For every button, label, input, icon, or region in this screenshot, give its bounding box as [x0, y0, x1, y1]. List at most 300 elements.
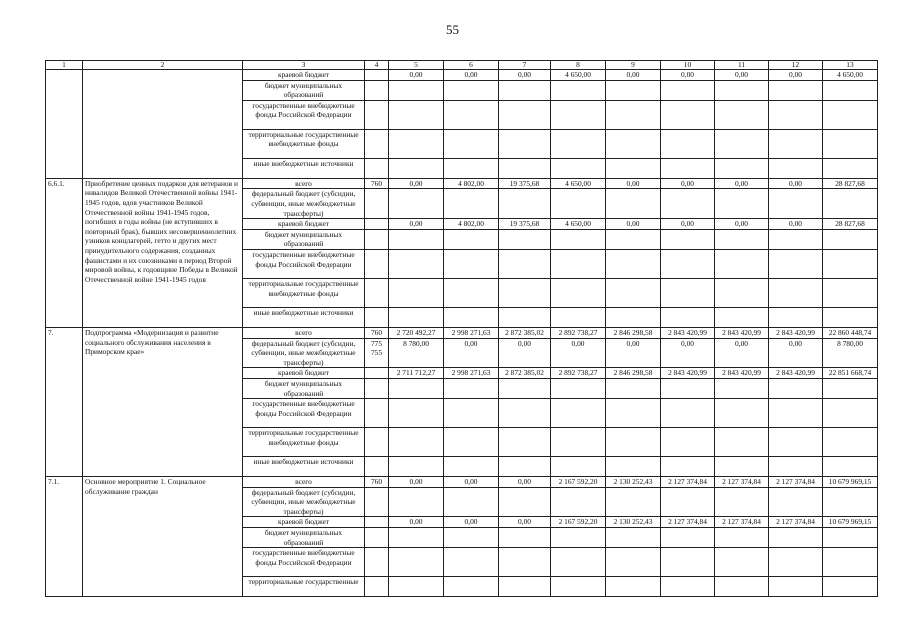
amount-cell	[444, 307, 499, 327]
column-number: 7	[499, 61, 551, 70]
amount-cell	[715, 428, 769, 457]
column-number: 5	[389, 61, 444, 70]
amount-cell: 2 167 592,20	[551, 517, 606, 528]
amount-cell	[444, 399, 499, 428]
amount-cell	[389, 548, 444, 577]
amount-cell	[661, 100, 715, 129]
amount-cell: 0,00	[661, 219, 715, 230]
amount-cell	[499, 129, 551, 158]
budget-code	[365, 487, 389, 517]
budget-code	[365, 278, 389, 307]
amount-cell: 28 827,68	[823, 219, 878, 230]
amount-cell	[823, 548, 878, 577]
amount-cell	[606, 399, 661, 428]
budget-code	[365, 517, 389, 528]
amount-cell	[606, 189, 661, 219]
amount-cell	[499, 80, 551, 100]
amount-cell: 0,00	[389, 178, 444, 189]
amount-cell	[823, 229, 878, 249]
amount-cell: 2 998 271,63	[444, 368, 499, 379]
amount-cell	[551, 307, 606, 327]
amount-cell	[499, 487, 551, 517]
amount-cell	[715, 189, 769, 219]
amount-cell	[606, 129, 661, 158]
budget-code	[365, 457, 389, 477]
amount-cell	[823, 189, 878, 219]
amount-cell: 0,00	[769, 219, 823, 230]
funding-source: территориальные государственные внебюджетные фонды	[243, 428, 365, 457]
amount-cell	[769, 548, 823, 577]
budget-code: 760	[365, 477, 389, 488]
amount-cell	[444, 457, 499, 477]
amount-cell: 4 650,00	[823, 70, 878, 81]
amount-cell	[389, 307, 444, 327]
amount-cell: 2 843 420,99	[769, 368, 823, 379]
amount-cell	[444, 278, 499, 307]
amount-cell	[715, 249, 769, 278]
amount-cell	[551, 229, 606, 249]
amount-cell	[715, 457, 769, 477]
amount-cell: 2 843 420,99	[715, 327, 769, 338]
amount-cell	[661, 528, 715, 548]
amount-cell	[606, 548, 661, 577]
budget-code	[365, 70, 389, 81]
item-number: 7.1.	[46, 477, 83, 597]
amount-cell	[606, 100, 661, 129]
amount-cell	[715, 80, 769, 100]
amount-cell	[769, 129, 823, 158]
amount-cell	[551, 158, 606, 178]
funding-source: краевой бюджет	[243, 70, 365, 81]
amount-cell: 8 780,00	[389, 338, 444, 368]
item-name: Основное мероприятие 1. Социальное обслуживание граждан	[83, 477, 243, 597]
amount-cell	[389, 189, 444, 219]
amount-cell: 2 130 252,43	[606, 477, 661, 488]
amount-cell	[551, 457, 606, 477]
amount-cell: 19 375,68	[499, 178, 551, 189]
amount-cell	[389, 80, 444, 100]
amount-cell	[444, 129, 499, 158]
table-row	[46, 477, 878, 488]
amount-cell	[499, 457, 551, 477]
funding-source: иные внебюджетные источники	[243, 307, 365, 327]
funding-source: государственные внебюджетные фонды Российской Федерации	[243, 100, 365, 129]
amount-cell: 2 843 420,99	[661, 368, 715, 379]
item-name: Приобретение ценных подарков для ветеранов и инвалидов Великой Отечественной войны 1941-1945 годов, вдов участников Великой Отечественной войны 1941-1945 годов, погибших в годы войны (не вступивших в повторный брак), бывших несовершеннолетних узников концлагерей, гетто и других мест принудительного содержания, созданных фашистами и их союзниками в период Второй мировой войны, к годовщине Победы в Великой Отечественной войне 1941-1945 годов	[83, 178, 243, 327]
item-number: 6.6.1.	[46, 178, 83, 327]
amount-cell	[769, 80, 823, 100]
budget-code	[365, 378, 389, 398]
amount-cell	[661, 129, 715, 158]
amount-cell	[715, 378, 769, 398]
funding-source: всего	[243, 327, 365, 338]
amount-cell: 2 720 492,27	[389, 327, 444, 338]
amount-cell	[715, 577, 769, 597]
amount-cell	[715, 229, 769, 249]
amount-cell	[823, 399, 878, 428]
amount-cell	[606, 158, 661, 178]
amount-cell	[661, 278, 715, 307]
funding-source: федеральный бюджет (субсидии, субвенции, иные межбюджетные трансферты)	[243, 189, 365, 219]
column-number: 1	[46, 61, 83, 70]
amount-cell	[606, 487, 661, 517]
amount-cell	[823, 278, 878, 307]
budget-code	[365, 528, 389, 548]
amount-cell: 0,00	[606, 70, 661, 81]
column-number-row	[46, 61, 878, 70]
amount-cell: 10 679 969,15	[823, 517, 878, 528]
amount-cell: 0,00	[769, 70, 823, 81]
amount-cell	[823, 528, 878, 548]
column-number: 11	[715, 61, 769, 70]
amount-cell: 4 650,00	[551, 219, 606, 230]
page-number: 55	[446, 22, 459, 37]
amount-cell: 2 130 252,43	[606, 517, 661, 528]
amount-cell	[551, 100, 606, 129]
amount-cell	[499, 189, 551, 219]
amount-cell	[606, 528, 661, 548]
budget-code	[365, 80, 389, 100]
amount-cell	[823, 378, 878, 398]
amount-cell	[715, 548, 769, 577]
amount-cell: 2 846 298,58	[606, 368, 661, 379]
amount-cell	[444, 80, 499, 100]
amount-cell: 2 127 374,84	[769, 477, 823, 488]
amount-cell	[715, 307, 769, 327]
amount-cell	[444, 158, 499, 178]
amount-cell: 0,00	[444, 517, 499, 528]
funding-source: федеральный бюджет (субсидии, субвенции, иные межбюджетные трансферты)	[243, 487, 365, 517]
budget-code	[365, 249, 389, 278]
amount-cell	[661, 378, 715, 398]
amount-cell: 0,00	[606, 338, 661, 368]
amount-cell	[769, 428, 823, 457]
amount-cell	[715, 129, 769, 158]
amount-cell: 0,00	[551, 338, 606, 368]
amount-cell	[444, 229, 499, 249]
amount-cell	[823, 158, 878, 178]
column-number: 8	[551, 61, 606, 70]
amount-cell: 0,00	[444, 477, 499, 488]
amount-cell	[499, 528, 551, 548]
amount-cell	[823, 80, 878, 100]
amount-cell	[389, 457, 444, 477]
amount-cell	[823, 428, 878, 457]
amount-cell	[769, 307, 823, 327]
amount-cell	[769, 189, 823, 219]
amount-cell	[661, 229, 715, 249]
amount-cell: 22 860 448,74	[823, 327, 878, 338]
budget-code	[365, 368, 389, 379]
column-number: 2	[83, 61, 243, 70]
amount-cell	[769, 399, 823, 428]
amount-cell	[606, 428, 661, 457]
amount-cell: 10 679 969,15	[823, 477, 878, 488]
amount-cell	[823, 457, 878, 477]
funding-source: краевой бюджет	[243, 517, 365, 528]
amount-cell	[551, 129, 606, 158]
amount-cell	[499, 399, 551, 428]
amount-cell: 4 802,00	[444, 178, 499, 189]
amount-cell	[551, 189, 606, 219]
amount-cell: 2 892 738,27	[551, 327, 606, 338]
budget-code: 775 755	[365, 338, 389, 368]
amount-cell	[823, 577, 878, 597]
amount-cell	[661, 548, 715, 577]
column-number: 12	[769, 61, 823, 70]
amount-cell	[444, 189, 499, 219]
budget-code	[365, 158, 389, 178]
column-number: 10	[661, 61, 715, 70]
amount-cell: 2 872 385,02	[499, 327, 551, 338]
item-number	[46, 70, 83, 179]
budget-code	[365, 219, 389, 230]
amount-cell: 0,00	[499, 338, 551, 368]
amount-cell	[661, 249, 715, 278]
amount-cell	[444, 378, 499, 398]
amount-cell	[389, 158, 444, 178]
amount-cell: 2 167 592,20	[551, 477, 606, 488]
funding-source: всего	[243, 477, 365, 488]
amount-cell: 0,00	[499, 70, 551, 81]
budget-table	[45, 60, 878, 597]
item-name: Подпрограмма «Модернизация и развитие социального обслуживания населения в Приморском крае»	[83, 327, 243, 476]
amount-cell: 0,00	[444, 338, 499, 368]
amount-cell	[389, 528, 444, 548]
amount-cell	[499, 577, 551, 597]
funding-source: иные внебюджетные источники	[243, 158, 365, 178]
amount-cell	[823, 129, 878, 158]
amount-cell: 0,00	[715, 219, 769, 230]
column-number: 9	[606, 61, 661, 70]
amount-cell	[715, 158, 769, 178]
amount-cell	[769, 100, 823, 129]
amount-cell	[499, 249, 551, 278]
amount-cell	[661, 189, 715, 219]
budget-code	[365, 189, 389, 219]
column-number: 3	[243, 61, 365, 70]
budget-code: 760	[365, 178, 389, 189]
budget-code	[365, 577, 389, 597]
amount-cell	[499, 100, 551, 129]
amount-cell	[769, 457, 823, 477]
amount-cell: 2 127 374,84	[715, 517, 769, 528]
amount-cell: 2 998 271,63	[444, 327, 499, 338]
amount-cell	[444, 249, 499, 278]
amount-cell	[715, 100, 769, 129]
amount-cell: 4 650,00	[551, 178, 606, 189]
amount-cell: 28 827,68	[823, 178, 878, 189]
amount-cell	[389, 129, 444, 158]
amount-cell	[769, 378, 823, 398]
amount-cell	[551, 249, 606, 278]
budget-code	[365, 100, 389, 129]
amount-cell: 0,00	[389, 477, 444, 488]
amount-cell: 2 127 374,84	[661, 477, 715, 488]
amount-cell: 0,00	[661, 70, 715, 81]
budget-code	[365, 428, 389, 457]
budget-code	[365, 307, 389, 327]
amount-cell	[606, 80, 661, 100]
amount-cell	[661, 307, 715, 327]
amount-cell	[715, 528, 769, 548]
amount-cell	[606, 577, 661, 597]
amount-cell: 0,00	[606, 219, 661, 230]
amount-cell: 2 843 420,99	[661, 327, 715, 338]
amount-cell	[389, 249, 444, 278]
amount-cell: 0,00	[661, 178, 715, 189]
amount-cell: 19 375,68	[499, 219, 551, 230]
amount-cell	[661, 158, 715, 178]
amount-cell	[551, 278, 606, 307]
amount-cell	[823, 487, 878, 517]
amount-cell	[606, 229, 661, 249]
amount-cell	[661, 457, 715, 477]
amount-cell: 2 711 712,27	[389, 368, 444, 379]
amount-cell: 2 843 420,99	[715, 368, 769, 379]
amount-cell	[389, 278, 444, 307]
amount-cell	[444, 100, 499, 129]
amount-cell	[389, 378, 444, 398]
table-row	[46, 327, 878, 338]
funding-source: иные внебюджетные источники	[243, 457, 365, 477]
amount-cell: 0,00	[606, 178, 661, 189]
amount-cell	[551, 399, 606, 428]
amount-cell: 0,00	[499, 517, 551, 528]
amount-cell	[551, 428, 606, 457]
amount-cell	[389, 100, 444, 129]
funding-source: государственные внебюджетные фонды Российской Федерации	[243, 249, 365, 278]
column-number: 6	[444, 61, 499, 70]
amount-cell: 0,00	[661, 338, 715, 368]
column-number: 13	[823, 61, 878, 70]
amount-cell: 0,00	[444, 70, 499, 81]
amount-cell: 2 127 374,84	[769, 517, 823, 528]
amount-cell	[823, 307, 878, 327]
amount-cell	[499, 307, 551, 327]
amount-cell: 0,00	[715, 338, 769, 368]
amount-cell: 0,00	[715, 70, 769, 81]
amount-cell: 0,00	[499, 477, 551, 488]
amount-cell	[769, 577, 823, 597]
budget-code	[365, 229, 389, 249]
funding-source: краевой бюджет	[243, 368, 365, 379]
amount-cell	[389, 399, 444, 428]
amount-cell: 2 892 738,27	[551, 368, 606, 379]
amount-cell	[661, 487, 715, 517]
funding-source: бюджет муниципальных образований	[243, 229, 365, 249]
amount-cell	[444, 577, 499, 597]
amount-cell: 2 127 374,84	[715, 477, 769, 488]
table-row	[46, 178, 878, 189]
amount-cell	[551, 548, 606, 577]
table-row	[46, 70, 878, 81]
amount-cell	[769, 158, 823, 178]
amount-cell	[499, 428, 551, 457]
amount-cell	[715, 399, 769, 428]
amount-cell	[606, 249, 661, 278]
amount-cell	[551, 80, 606, 100]
item-number: 7.	[46, 327, 83, 476]
amount-cell: 0,00	[389, 219, 444, 230]
amount-cell	[444, 428, 499, 457]
funding-source: территориальные государственные	[243, 577, 365, 597]
amount-cell	[389, 487, 444, 517]
funding-source: государственные внебюджетные фонды Российской Федерации	[243, 548, 365, 577]
amount-cell: 2 872 385,02	[499, 368, 551, 379]
amount-cell	[389, 428, 444, 457]
funding-source: федеральный бюджет (субсидии, субвенции, иные межбюджетные трансферты)	[243, 338, 365, 368]
funding-source: бюджет муниципальных образований	[243, 378, 365, 398]
item-name	[83, 70, 243, 179]
amount-cell	[499, 278, 551, 307]
amount-cell	[444, 487, 499, 517]
amount-cell	[769, 278, 823, 307]
amount-cell	[606, 378, 661, 398]
funding-source: бюджет муниципальных образований	[243, 528, 365, 548]
funding-source: территориальные государственные внебюджетные фонды	[243, 129, 365, 158]
amount-cell	[823, 249, 878, 278]
amount-cell: 4 802,00	[444, 219, 499, 230]
amount-cell	[715, 487, 769, 517]
amount-cell: 22 851 668,74	[823, 368, 878, 379]
amount-cell	[551, 577, 606, 597]
funding-source: краевой бюджет	[243, 219, 365, 230]
amount-cell	[769, 229, 823, 249]
amount-cell: 0,00	[769, 178, 823, 189]
amount-cell	[606, 307, 661, 327]
amount-cell: 4 650,00	[551, 70, 606, 81]
amount-cell: 2 127 374,84	[661, 517, 715, 528]
amount-cell	[769, 487, 823, 517]
column-number: 4	[365, 61, 389, 70]
amount-cell	[661, 577, 715, 597]
amount-cell	[606, 457, 661, 477]
amount-cell	[715, 278, 769, 307]
funding-source: государственные внебюджетные фонды Российской Федерации	[243, 399, 365, 428]
funding-source: бюджет муниципальных образований	[243, 80, 365, 100]
budget-code: 760	[365, 327, 389, 338]
amount-cell: 0,00	[769, 338, 823, 368]
budget-code	[365, 129, 389, 158]
amount-cell: 0,00	[389, 517, 444, 528]
amount-cell	[499, 548, 551, 577]
amount-cell	[444, 528, 499, 548]
amount-cell	[823, 100, 878, 129]
amount-cell	[551, 528, 606, 548]
amount-cell: 0,00	[715, 178, 769, 189]
amount-cell	[661, 80, 715, 100]
amount-cell	[769, 528, 823, 548]
amount-cell	[389, 229, 444, 249]
amount-cell	[551, 378, 606, 398]
amount-cell: 2 843 420,99	[769, 327, 823, 338]
amount-cell	[389, 577, 444, 597]
amount-cell	[551, 487, 606, 517]
amount-cell	[444, 548, 499, 577]
amount-cell: 0,00	[389, 70, 444, 81]
amount-cell	[499, 229, 551, 249]
budget-code	[365, 399, 389, 428]
amount-cell	[499, 378, 551, 398]
amount-cell	[499, 158, 551, 178]
funding-source: всего	[243, 178, 365, 189]
amount-cell: 2 846 298,58	[606, 327, 661, 338]
funding-source: территориальные государственные внебюджетные фонды	[243, 278, 365, 307]
amount-cell	[661, 428, 715, 457]
amount-cell	[606, 278, 661, 307]
amount-cell	[769, 249, 823, 278]
